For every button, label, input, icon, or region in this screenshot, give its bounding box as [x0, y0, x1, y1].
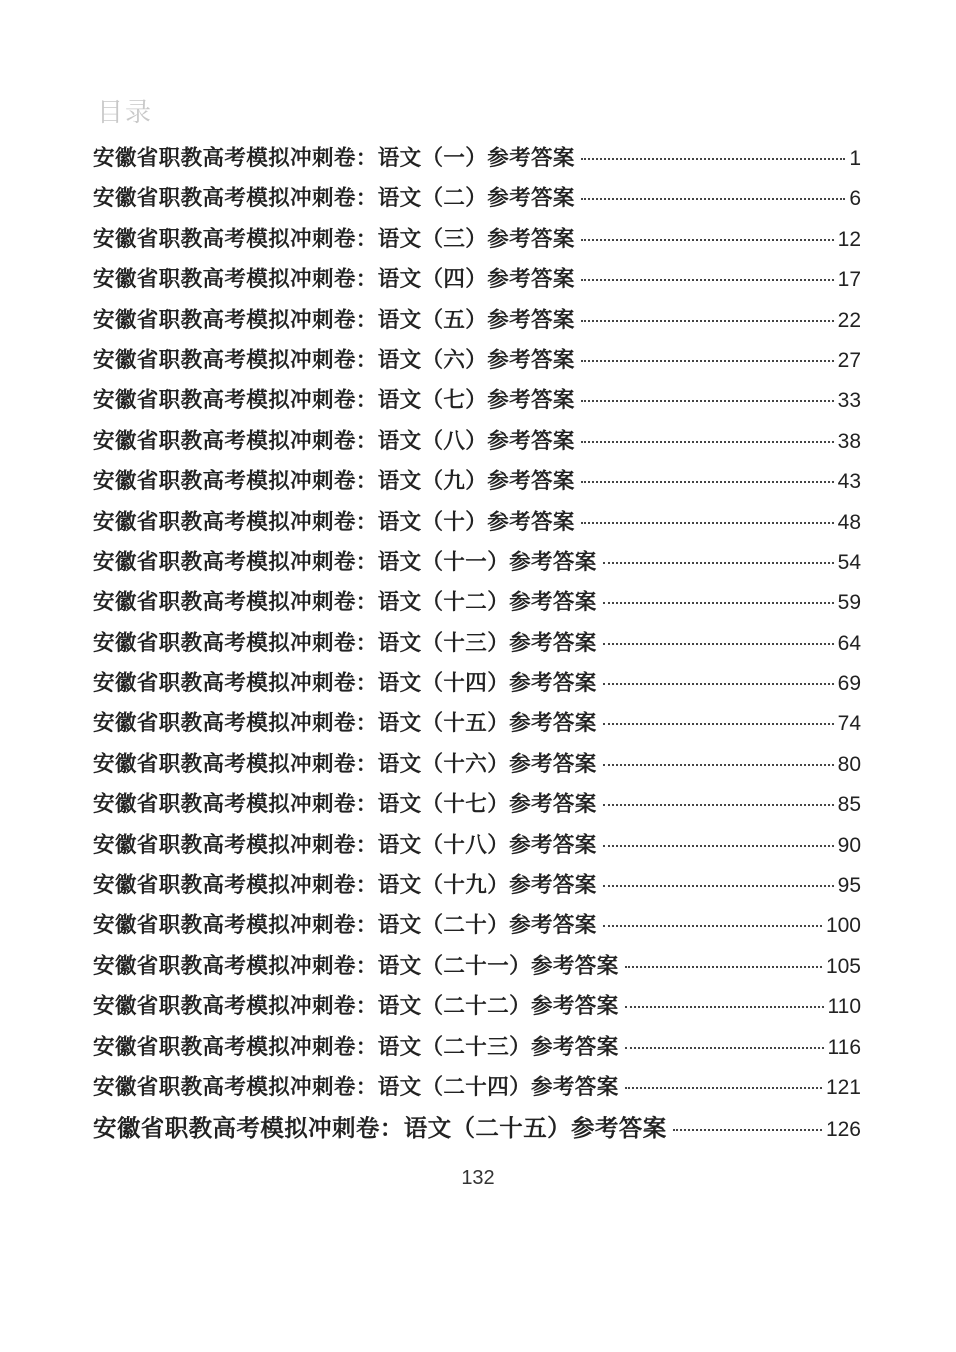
- toc-entry-page: 69: [837, 672, 861, 696]
- toc-list: [93, 139, 861, 1149]
- toc-entry-text: 安徽省职教高考模拟冲刺卷：语文（二十二）参考答案: [93, 994, 619, 1020]
- toc-entry-text: 安徽省职教高考模拟冲刺卷：语文（二十四）参考答案: [93, 1074, 619, 1100]
- toc-dot-leader: [581, 522, 834, 524]
- toc-entry[interactable]: [93, 1068, 861, 1108]
- toc-entry[interactable]: [93, 381, 861, 421]
- toc-dot-leader: [581, 239, 834, 241]
- toc-entry[interactable]: [93, 866, 861, 906]
- toc-dot-leader: [581, 320, 834, 322]
- toc-entry-text: 安徽省职教高考模拟冲刺卷：语文（十五）参考答案: [93, 711, 597, 737]
- toc-dot-leader: [603, 804, 834, 806]
- toc-dot-leader: [603, 764, 834, 766]
- toc-entry-text: 安徽省职教高考模拟冲刺卷：语文（十八）参考答案: [93, 832, 597, 858]
- toc-dot-leader: [625, 1047, 824, 1049]
- toc-entry-page: 90: [837, 833, 861, 857]
- toc-dot-leader: [581, 360, 834, 362]
- toc-entry[interactable]: [93, 987, 861, 1027]
- toc-entry-page: 6: [849, 187, 861, 211]
- toc-entry-page: 27: [837, 348, 861, 372]
- toc-entry-text: 安徽省职教高考模拟冲刺卷：语文（十七）参考答案: [93, 792, 597, 818]
- toc-entry-page: 22: [837, 308, 861, 332]
- toc-entry[interactable]: [93, 220, 861, 260]
- toc-entry-page: 1: [849, 147, 861, 170]
- toc-entry-page: 54: [837, 550, 861, 574]
- toc-entry-text: 安徽省职教高考模拟冲刺卷：语文（二十三）参考答案: [93, 1034, 619, 1060]
- toc-entry[interactable]: [93, 301, 861, 341]
- toc-dot-leader: [581, 481, 834, 483]
- toc-dot-leader: [625, 1006, 824, 1008]
- toc-entry-page: 38: [837, 429, 861, 453]
- toc-entry-text: 安徽省职教高考模拟冲刺卷：语文（二十一）参考答案: [93, 953, 619, 979]
- toc-dot-leader: [603, 683, 834, 685]
- toc-entry-page: 48: [837, 510, 861, 534]
- toc-entry-page: 126: [825, 1118, 861, 1142]
- toc-dot-leader: [603, 602, 834, 604]
- toc-dot-leader: [625, 1087, 822, 1089]
- toc-entry-text: 安徽省职教高考模拟冲刺卷：语文（三）参考答案: [93, 226, 575, 252]
- toc-entry-page: 95: [837, 874, 861, 898]
- toc-dot-leader: [603, 562, 834, 564]
- toc-entry[interactable]: [93, 826, 861, 866]
- toc-dot-leader: [581, 400, 834, 402]
- toc-entry[interactable]: [93, 462, 861, 502]
- toc-entry-text: 安徽省职教高考模拟冲刺卷：语文（二十五）参考答案: [93, 1114, 667, 1143]
- toc-entry-text: 安徽省职教高考模拟冲刺卷：语文（一）参考答案: [93, 146, 575, 171]
- toc-entry-text: 安徽省职教高考模拟冲刺卷：语文（四）参考答案: [93, 267, 575, 293]
- toc-entry[interactable]: [93, 503, 861, 543]
- toc-entry[interactable]: [93, 422, 861, 462]
- toc-entry-text: 安徽省职教高考模拟冲刺卷：语文（二）参考答案: [93, 186, 575, 212]
- toc-entry[interactable]: [93, 260, 861, 300]
- toc-dot-leader: [603, 845, 834, 847]
- toc-dot-leader: [581, 279, 834, 281]
- toc-dot-leader: [581, 441, 834, 443]
- page-number: 132: [461, 1167, 495, 1189]
- toc-entry-text: 安徽省职教高考模拟冲刺卷：语文（七）参考答案: [93, 388, 575, 414]
- toc-entry-page: 100: [825, 914, 861, 938]
- toc-entry-page: 12: [837, 227, 861, 251]
- toc-entry-page: 85: [837, 793, 861, 817]
- toc-dot-leader: [603, 723, 834, 725]
- toc-dot-leader: [603, 643, 834, 645]
- toc-entry-page: 17: [837, 268, 861, 292]
- toc-entry-text: 安徽省职教高考模拟冲刺卷：语文（十一）参考答案: [93, 549, 597, 575]
- toc-entry[interactable]: [93, 543, 861, 583]
- toc-entry[interactable]: [93, 341, 861, 381]
- toc-dot-leader: [603, 925, 822, 927]
- toc-entry[interactable]: [93, 139, 861, 179]
- toc-entry-text: 安徽省职教高考模拟冲刺卷：语文（五）参考答案: [93, 307, 575, 333]
- toc-entry-text: 安徽省职教高考模拟冲刺卷：语文（九）参考答案: [93, 469, 575, 495]
- toc-entry[interactable]: [93, 664, 861, 704]
- toc-dot-leader: [581, 198, 846, 200]
- toc-entry[interactable]: [93, 179, 861, 219]
- toc-entry[interactable]: [93, 906, 861, 946]
- toc-entry[interactable]: [93, 745, 861, 785]
- toc-entry-text: 安徽省职教高考模拟冲刺卷：语文（十）参考答案: [93, 509, 575, 535]
- toc-entry-page: 80: [837, 752, 861, 776]
- toc-dot-leader: [603, 885, 834, 887]
- toc-entry-page: 43: [837, 470, 861, 494]
- toc-entry-page: 105: [825, 954, 861, 978]
- toc-entry[interactable]: [93, 704, 861, 744]
- toc-entry-page: 74: [837, 712, 861, 736]
- toc-dot-leader: [625, 966, 822, 968]
- toc-dot-leader: [581, 158, 846, 160]
- toc-entry[interactable]: [93, 1108, 861, 1148]
- toc-entry-text: 安徽省职教高考模拟冲刺卷：语文（十九）参考答案: [93, 873, 597, 899]
- toc-entry-text: 安徽省职教高考模拟冲刺卷：语文（二十）参考答案: [93, 913, 597, 939]
- toc-entry[interactable]: [93, 785, 861, 825]
- toc-title: 目录: [97, 98, 154, 128]
- toc-entry[interactable]: [93, 583, 861, 623]
- toc-entry-text: 安徽省职教高考模拟冲刺卷：语文（六）参考答案: [93, 347, 575, 373]
- toc-entry-text: 安徽省职教高考模拟冲刺卷：语文（八）参考答案: [93, 428, 575, 454]
- toc-entry-page: 64: [837, 631, 861, 655]
- toc-entry-page: 33: [837, 389, 861, 413]
- toc-entry-page: 59: [837, 591, 861, 615]
- toc-entry-text: 安徽省职教高考模拟冲刺卷：语文（十三）参考答案: [93, 630, 597, 656]
- toc-entry-page: 110: [827, 995, 861, 1019]
- toc-dot-leader: [673, 1129, 822, 1131]
- toc-entry-text: 安徽省职教高考模拟冲刺卷：语文（十二）参考答案: [93, 590, 597, 616]
- toc-entry[interactable]: [93, 624, 861, 664]
- toc-entry-page: 116: [827, 1035, 861, 1059]
- toc-entry[interactable]: [93, 947, 861, 987]
- toc-entry-page: 121: [825, 1075, 861, 1099]
- toc-entry[interactable]: [93, 1028, 861, 1068]
- toc-entry-text: 安徽省职教高考模拟冲刺卷：语文（十六）参考答案: [93, 751, 597, 777]
- toc-entry-text: 安徽省职教高考模拟冲刺卷：语文（十四）参考答案: [93, 671, 597, 697]
